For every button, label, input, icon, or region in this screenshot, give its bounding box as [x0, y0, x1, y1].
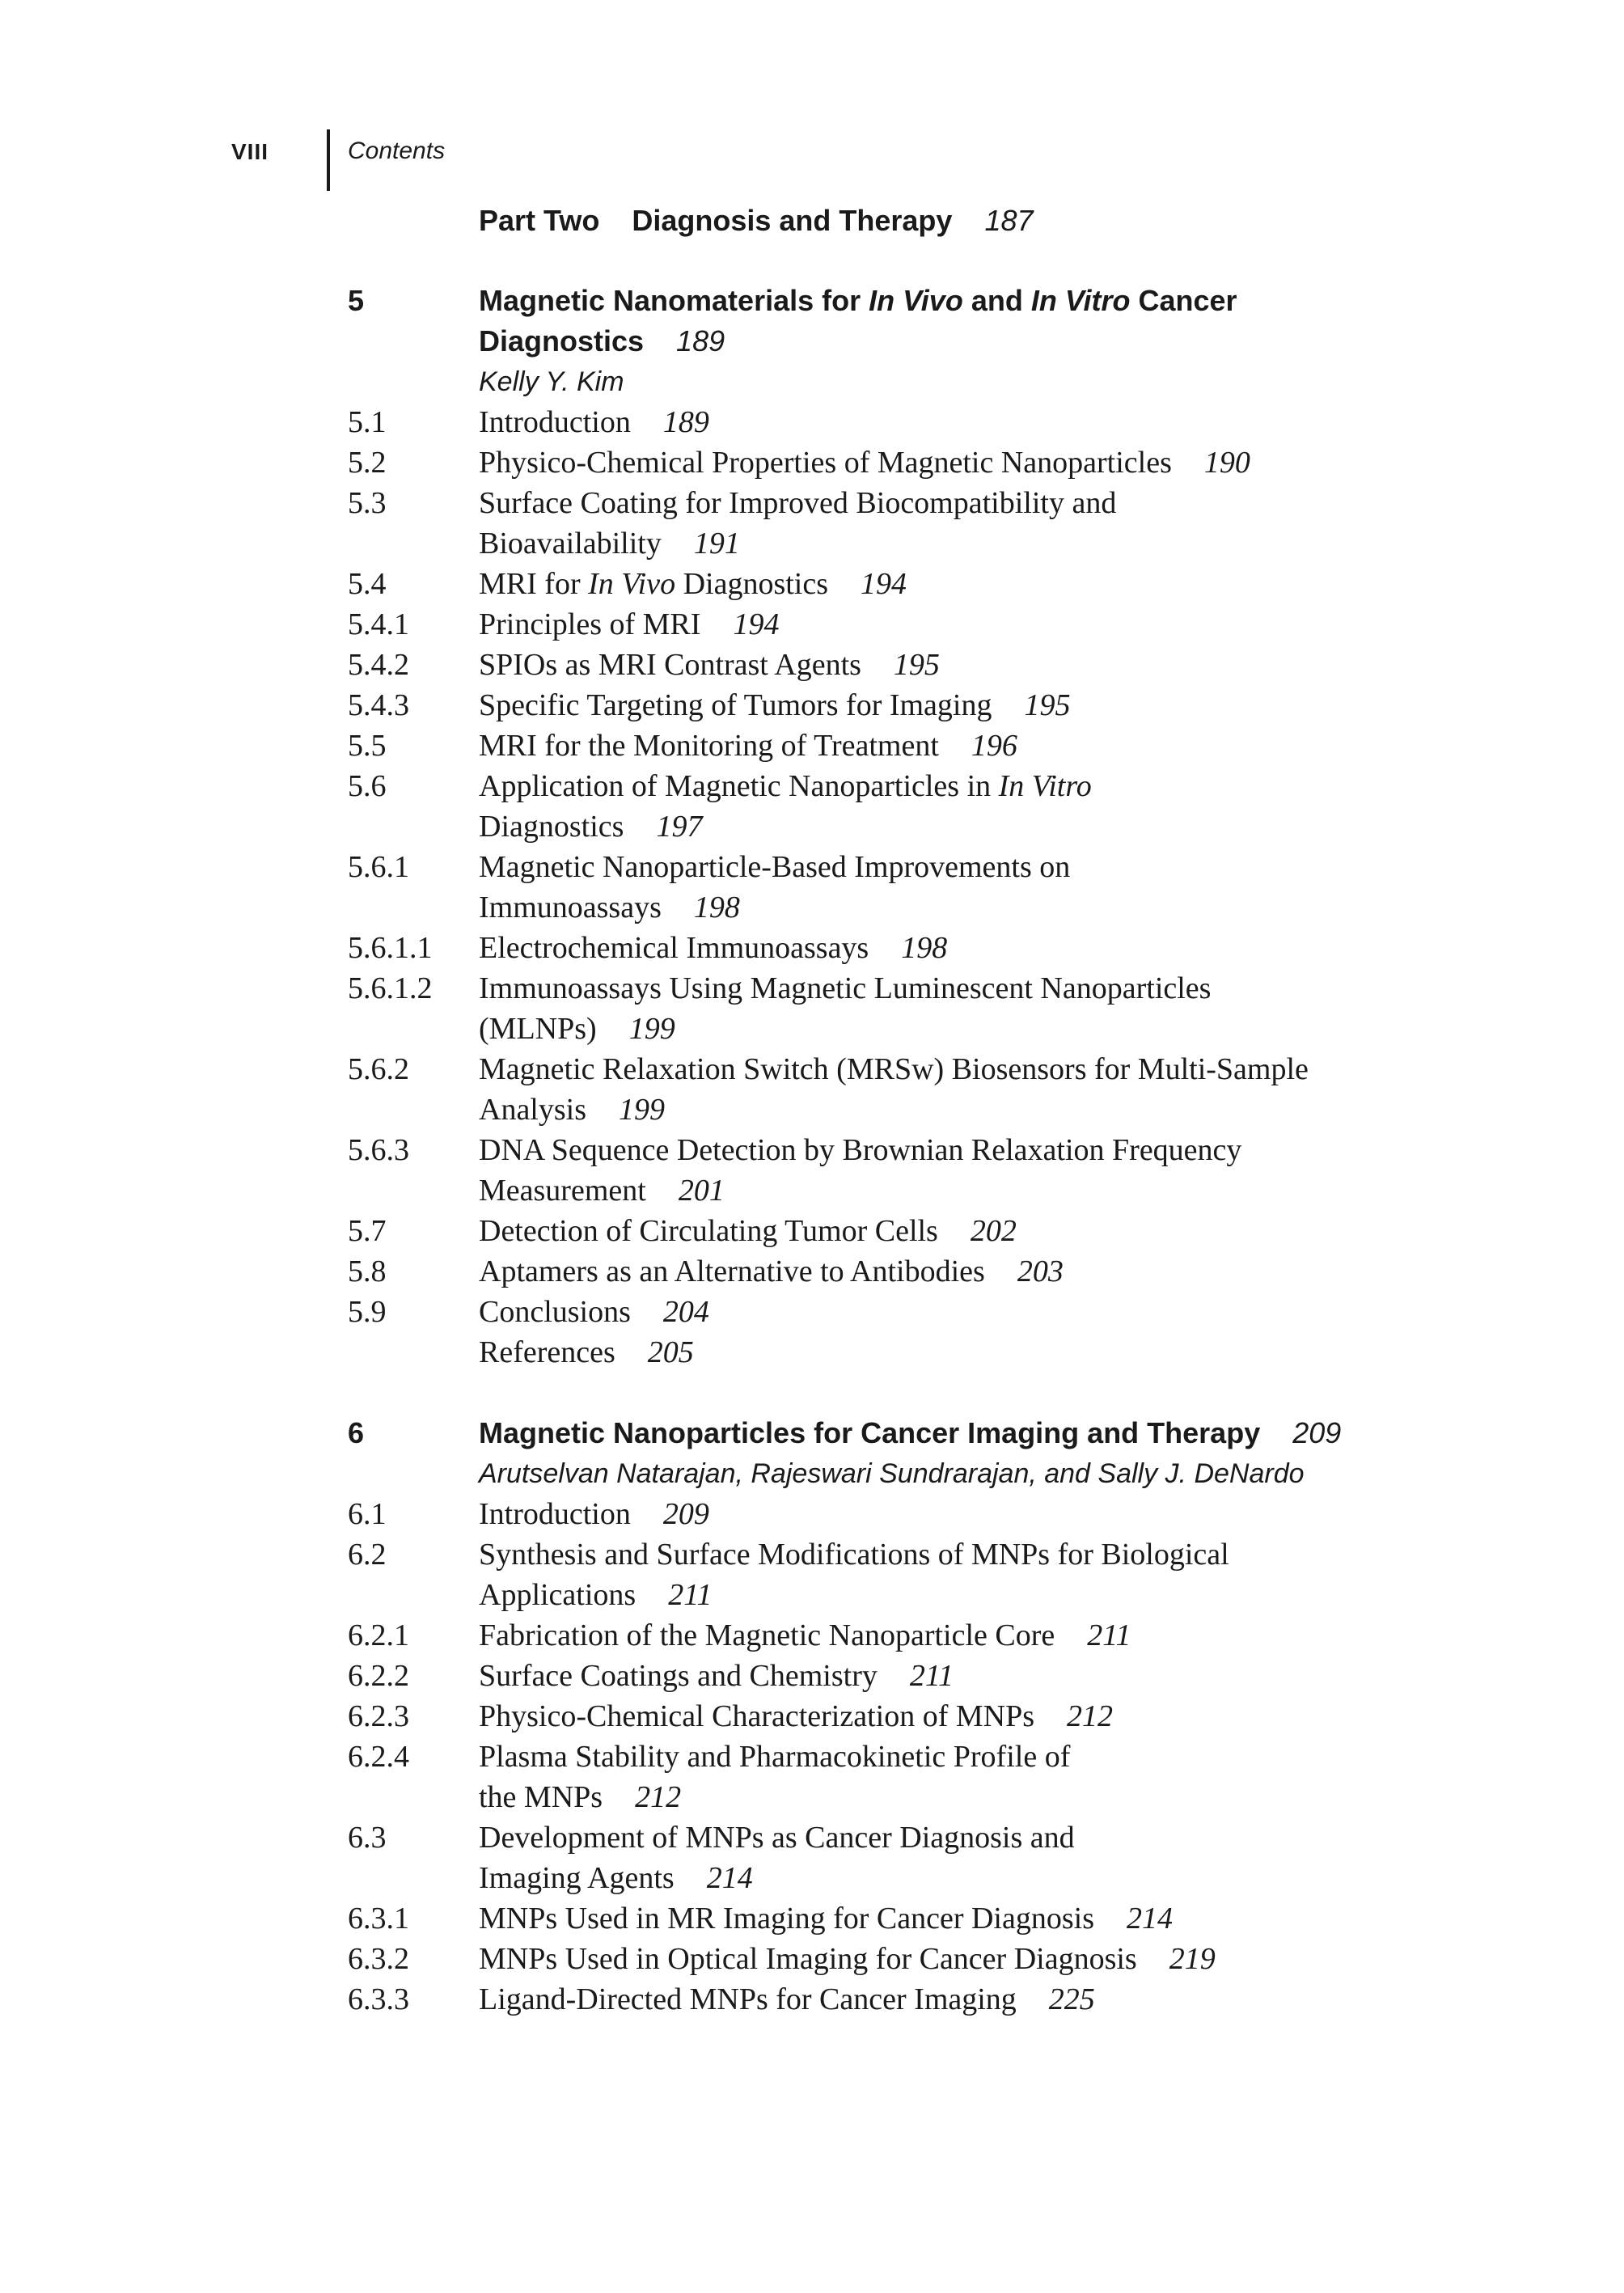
toc-entry: [0, 483, 1624, 523]
toc-entry: [0, 1615, 1624, 1656]
section-title: Surface Coating for Improved Biocompatibility and: [479, 486, 1117, 520]
chapter-number: 5: [348, 284, 365, 317]
section-title: Immunoassays: [479, 891, 662, 924]
section-number: 5.4: [348, 567, 387, 601]
toc-entry-cont: [0, 1575, 1624, 1615]
section-number: 5.8: [348, 1254, 387, 1288]
section-number: 5.6.1: [348, 850, 409, 884]
section-title: Development of MNPs as Cancer Diagnosis and: [479, 1821, 1075, 1855]
toc-entry-cont: [0, 1170, 1624, 1211]
section-number: 5.6.2: [348, 1052, 409, 1086]
toc-entry: [0, 1737, 1624, 1777]
toc-entry: [0, 604, 1624, 645]
toc-entry: [0, 928, 1624, 968]
section-number: 6.2.4: [348, 1740, 409, 1774]
section-page: 198: [901, 931, 948, 965]
section-title: Ligand-Directed MNPs for Cancer Imaging: [479, 1982, 1017, 2016]
section-title: Diagnostics: [479, 810, 624, 844]
toc-entry: [0, 968, 1624, 1009]
section-title: Introduction: [479, 1497, 631, 1531]
chapter-number: 6: [348, 1416, 365, 1449]
toc-entry: [0, 726, 1624, 766]
section-page: 214: [1126, 1902, 1173, 1936]
section-title: Analysis: [479, 1093, 586, 1127]
chapter-5-author: [0, 362, 1624, 402]
section-number: 5.4.1: [348, 607, 409, 641]
section-title: Fabrication of the Magnetic Nanoparticle Core: [479, 1618, 1055, 1652]
section-page: 194: [861, 567, 907, 601]
section-page: 194: [733, 607, 780, 641]
chapter-title-part: Cancer: [1130, 284, 1237, 317]
section-number: 5.2: [348, 446, 387, 480]
section-title: the MNPs: [479, 1780, 603, 1814]
section-page: 204: [662, 1295, 709, 1329]
chapter-title-part: Magnetic Nanoparticles for Cancer Imaging and Therapy: [479, 1416, 1261, 1449]
section-number: 6.3: [348, 1821, 387, 1855]
chapter-title-part: Diagnostics: [479, 324, 645, 357]
section-page: 195: [893, 648, 940, 682]
section-page: 197: [656, 810, 703, 844]
section-title: Magnetic Nanoparticle-Based Improvements on: [479, 850, 1071, 884]
section-title: Magnetic Relaxation Switch (MRSw) Biosensors for Multi-Sample: [479, 1052, 1309, 1086]
section-title: Imaging Agents: [479, 1861, 675, 1895]
section-number: 5.6: [348, 769, 387, 803]
section-number: 5.7: [348, 1214, 387, 1248]
toc-entry: [0, 1494, 1624, 1534]
section-title: SPIOs as MRI Contrast Agents: [479, 648, 861, 682]
section-title: MRI for the Monitoring of Treatment: [479, 729, 939, 763]
toc-entry: [0, 766, 1624, 806]
section-page: 190: [1203, 446, 1250, 480]
toc-entry-cont: [0, 1777, 1624, 1817]
section-title: Specific Targeting of Tumors for Imaging: [479, 688, 992, 722]
toc-entry-cont: [0, 1089, 1624, 1130]
section-title: MNPs Used in Optical Imaging for Cancer Diagnosis: [479, 1942, 1137, 1976]
section-number: 5.4.3: [348, 688, 409, 722]
section-page: 201: [678, 1174, 725, 1208]
section-title: Applications: [479, 1578, 636, 1612]
part-title: Diagnosis and Therapy: [632, 204, 953, 237]
section-number: 6.3.2: [348, 1942, 409, 1976]
section-number: 6.3.3: [348, 1982, 409, 2016]
section-title: Application of Magnetic Nanoparticles in: [479, 769, 999, 803]
toc-entry-cont: [0, 523, 1624, 564]
section-title-italic: In Vitro: [998, 769, 1092, 803]
section-title: MNPs Used in MR Imaging for Cancer Diagnosis: [479, 1902, 1094, 1936]
section-page: 219: [1169, 1942, 1216, 1976]
section-number: 6.2: [348, 1538, 387, 1572]
section-title-italic: In Vivo: [588, 567, 676, 601]
section-number: 5.1: [348, 405, 387, 439]
part-label: Part Two: [479, 204, 600, 237]
section-title: References: [479, 1335, 615, 1369]
chapter-title-italic: In Vitro: [1030, 284, 1131, 317]
running-title: Contents: [348, 137, 446, 164]
toc-entry-cont: [0, 806, 1624, 847]
part-heading: [0, 201, 1624, 241]
section-page: 211: [668, 1578, 713, 1612]
section-title: Diagnostics: [675, 567, 829, 601]
section-title: Bioavailability: [479, 527, 662, 561]
toc-entry: [0, 442, 1624, 483]
chapter-title-italic: In Vivo: [869, 284, 963, 317]
section-title: Physico-Chemical Properties of Magnetic Nanoparticles: [479, 446, 1172, 480]
toc-entry: [0, 564, 1624, 604]
section-title: Aptamers as an Alternative to Antibodies: [479, 1254, 985, 1288]
author-names: Arutselvan Natarajan, Rajeswari Sundrarajan, and Sally J. DeNardo: [479, 1458, 1305, 1489]
section-page: 203: [1017, 1254, 1064, 1288]
section-number: 5.6.3: [348, 1133, 409, 1167]
section-page: 212: [1067, 1699, 1114, 1733]
toc-entry: [0, 1049, 1624, 1089]
section-title: Surface Coatings and Chemistry: [479, 1659, 878, 1693]
section-page: 209: [662, 1497, 709, 1531]
section-number: 5.4.2: [348, 648, 409, 682]
section-number: 5.9: [348, 1295, 387, 1329]
toc-entry-references: [0, 1332, 1624, 1373]
section-title: Electrochemical Immunoassays: [479, 931, 869, 965]
toc-entry: [0, 1211, 1624, 1251]
section-number: 5.6.1.1: [348, 931, 433, 965]
section-title: Introduction: [479, 405, 631, 439]
chapter-page: 209: [1292, 1416, 1342, 1449]
header-rule: [327, 129, 330, 191]
section-title: Principles of MRI: [479, 607, 701, 641]
section-page: 212: [635, 1780, 682, 1814]
section-title: Measurement: [479, 1174, 646, 1208]
section-page: 205: [647, 1335, 694, 1369]
toc-entry-cont: [0, 1009, 1624, 1049]
section-number: 6.2.2: [348, 1659, 409, 1693]
page-folio: VIII: [230, 139, 269, 164]
section-title: Detection of Circulating Tumor Cells: [479, 1214, 938, 1248]
section-title: Physico-Chemical Characterization of MNPs: [479, 1699, 1035, 1733]
section-page: 199: [619, 1093, 665, 1127]
chapter-5-heading-cont: [0, 321, 1624, 362]
chapter-title-part: Magnetic Nanomaterials for: [479, 284, 869, 317]
section-page: 199: [628, 1012, 675, 1046]
toc-entry: [0, 1251, 1624, 1292]
section-title: (MLNPs): [479, 1012, 597, 1046]
section-page: 211: [1087, 1618, 1131, 1652]
section-title: Plasma Stability and Pharmacokinetic Profile of: [479, 1740, 1071, 1774]
section-number: 6.3.1: [348, 1902, 409, 1936]
section-page: 214: [706, 1861, 753, 1895]
toc-entry: [0, 1817, 1624, 1858]
chapter-6-author: [0, 1453, 1624, 1494]
toc-entry: [0, 1939, 1624, 1979]
toc-entry: [0, 1898, 1624, 1939]
section-number: 5.3: [348, 486, 387, 520]
section-page: 198: [693, 891, 740, 924]
section-page: 211: [909, 1659, 954, 1693]
section-title: Conclusions: [479, 1295, 631, 1329]
section-page: 225: [1048, 1982, 1095, 2016]
section-page: 196: [971, 729, 1017, 763]
section-title: MRI for: [479, 567, 589, 601]
toc-entry: [0, 1979, 1624, 2020]
toc-entry: [0, 1696, 1624, 1737]
part-page: 187: [984, 204, 1034, 237]
section-page: 191: [693, 527, 740, 561]
toc-entry: [0, 1534, 1624, 1575]
section-number: 5.5: [348, 729, 387, 763]
toc-entry: [0, 402, 1624, 442]
section-page: 189: [662, 405, 709, 439]
section-number: 5.6.1.2: [348, 971, 433, 1005]
chapter-title-part: and: [962, 284, 1031, 317]
chapter-page: 189: [676, 324, 725, 357]
toc-entry: [0, 1292, 1624, 1332]
section-page: 202: [970, 1214, 1017, 1248]
chapter-5-heading: [0, 281, 1624, 321]
chapter-6-heading: [0, 1413, 1624, 1453]
section-title: Synthesis and Surface Modifications of MNPs for Biological: [479, 1538, 1229, 1572]
toc-entry: [0, 1130, 1624, 1170]
author-names: Kelly Y. Kim: [479, 366, 624, 397]
toc-entry: [0, 847, 1624, 887]
toc-entry: [0, 645, 1624, 685]
section-number: 6.2.3: [348, 1699, 409, 1733]
section-title: Immunoassays Using Magnetic Luminescent Nanoparticles: [479, 971, 1212, 1005]
section-page: 195: [1024, 688, 1071, 722]
toc-entry: [0, 685, 1624, 726]
toc-entry-cont: [0, 887, 1624, 928]
section-number: 6.1: [348, 1497, 387, 1531]
section-number: 6.2.1: [348, 1618, 409, 1652]
toc-entry-cont: [0, 1858, 1624, 1898]
toc-entry: [0, 1656, 1624, 1696]
section-title: DNA Sequence Detection by Brownian Relaxation Frequency: [479, 1133, 1242, 1167]
